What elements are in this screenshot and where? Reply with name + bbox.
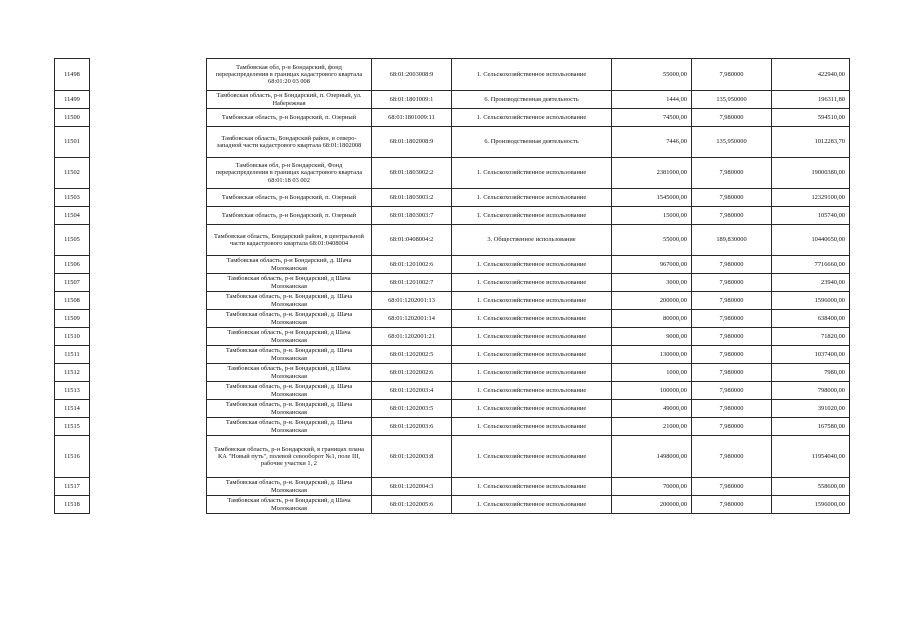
cell-record-number: 11507 [55,274,90,292]
cell-record-number: 11504 [55,207,90,225]
cell-cadastral-number: 68:01:2003008:9 [372,59,452,91]
cell-land-use: 1. Сельскохозяйственное использование [452,328,612,346]
cell-cadastral-number: 68:01:1803003:2 [372,189,452,207]
cell-area: 1498000,00 [612,436,692,478]
cell-area: 200000,00 [612,292,692,310]
cell-record-number: 11513 [55,382,90,400]
cell-unit-rate: 7,980000 [692,59,772,91]
cell-address: Тамбовская область, Бондарский район, в северо-западной части кадастрового квартала 68:01:1802008 [207,127,372,158]
cell-cadastral-number: 68:01:1801009:1 [372,91,452,109]
cell-empty [90,59,207,91]
cell-cadastral-value: 638400,00 [772,310,850,328]
cell-unit-rate: 7,980000 [692,256,772,274]
table-row [55,91,850,109]
table-row [55,310,850,328]
cell-empty [90,256,207,274]
cell-land-use: 6. Производственная деятельность [452,127,612,158]
cell-area: 55000,00 [612,59,692,91]
cell-record-number: 11505 [55,225,90,256]
cell-record-number: 11518 [55,496,90,514]
cell-land-use: 1. Сельскохозяйственное использование [452,274,612,292]
cell-empty [90,418,207,436]
cell-land-use: 1. Сельскохозяйственное использование [452,292,612,310]
cell-area: 70000,00 [612,478,692,496]
cell-cadastral-number: 68:01:1202002:6 [372,364,452,382]
cell-cadastral-number: 68:01:1801009:11 [372,109,452,127]
cell-area: 1545000,00 [612,189,692,207]
cell-unit-rate: 7,980000 [692,400,772,418]
cell-empty [90,382,207,400]
cell-unit-rate: 7,980000 [692,436,772,478]
cell-land-use: 1. Сельскохозяйственное использование [452,207,612,225]
cell-record-number: 11500 [55,109,90,127]
cell-land-use: 1. Сельскохозяйственное использование [452,189,612,207]
cell-cadastral-value: 1596000,00 [772,496,850,514]
cell-area: 15000,00 [612,207,692,225]
cell-land-use: 1. Сельскохозяйственное использование [452,382,612,400]
cell-address: Тамбовская область, р-н. Бондарский, д. Шача Молоканская [207,478,372,496]
cell-cadastral-value: 167580,00 [772,418,850,436]
cell-empty [90,109,207,127]
cell-unit-rate: 135,950000 [692,127,772,158]
table-row [55,59,850,91]
table-row [55,127,850,158]
cell-address: Тамбовская область, р-н Бондарский, п. Озерный [207,109,372,127]
cell-address: Тамбовская область, р-н. Бондарский, д. Шача Молоканская [207,292,372,310]
cell-cadastral-value: 7980,00 [772,364,850,382]
table-row [55,274,850,292]
cell-land-use: 1. Сельскохозяйственное использование [452,256,612,274]
cell-empty [90,189,207,207]
cell-land-use: 1. Сельскохозяйственное использование [452,364,612,382]
cell-cadastral-number: 68:01:1202004:3 [372,478,452,496]
cell-unit-rate: 7,980000 [692,189,772,207]
cell-record-number: 11503 [55,189,90,207]
cell-cadastral-value: 19000380,00 [772,158,850,189]
cell-cadastral-value: 105740,00 [772,207,850,225]
cell-area: 1000,00 [612,364,692,382]
cell-area: 7446,00 [612,127,692,158]
cell-address: Тамбовская область, р-н. Бондарский, д. Шача Молоканская [207,382,372,400]
cell-land-use: 1. Сельскохозяйственное использование [452,478,612,496]
cell-address: Тамбовская область, р-н Бондарский, п. Озерный [207,207,372,225]
cell-unit-rate: 7,980000 [692,109,772,127]
cell-record-number: 11498 [55,59,90,91]
cell-cadastral-value: 12329100,00 [772,189,850,207]
cell-cadastral-number: 68:01:1202003:4 [372,382,452,400]
table-body [55,59,850,514]
cell-address: Тамбовская область, р-н Бондарский, п. Озерный, ул. Набережная [207,91,372,109]
cell-cadastral-number: 68:01:0408004:2 [372,225,452,256]
cell-cadastral-value: 391020,00 [772,400,850,418]
cell-address: Тамбовская область, р-н Бондарский, д Шача Молоканская [207,274,372,292]
cell-empty [90,478,207,496]
cell-land-use: 1. Сельскохозяйственное использование [452,158,612,189]
cell-cadastral-number: 68:01:1201002:6 [372,256,452,274]
cell-cadastral-value: 1012283,70 [772,127,850,158]
cell-area: 100000,00 [612,382,692,400]
cell-record-number: 11502 [55,158,90,189]
cell-cadastral-number: 68:01:1202001:13 [372,292,452,310]
cell-land-use: 1. Сельскохозяйственное использование [452,59,612,91]
cell-record-number: 11510 [55,328,90,346]
cell-cadastral-number: 68:01:1202003:5 [372,400,452,418]
cell-cadastral-value: 23940,00 [772,274,850,292]
cell-area: 49000,00 [612,400,692,418]
cell-unit-rate: 7,980000 [692,478,772,496]
cell-area: 74500,00 [612,109,692,127]
cell-address: Тамбовская область, р-н Бондарский, д Шача Молоканская [207,328,372,346]
cell-address: Тамбовская область, Бондарский район, в центральной части кадастрового квартала 68:01:0408004 [207,225,372,256]
table-row [55,382,850,400]
cell-empty [90,91,207,109]
cell-area: 1444,00 [612,91,692,109]
cell-land-use: 6. Производственная деятельность [452,91,612,109]
cell-area: 3000,00 [612,274,692,292]
cell-empty [90,225,207,256]
cell-empty [90,400,207,418]
cell-cadastral-value: 1037400,00 [772,346,850,364]
table-row [55,225,850,256]
cell-unit-rate: 7,980000 [692,364,772,382]
cell-area: 2381000,00 [612,158,692,189]
cell-unit-rate: 7,980000 [692,207,772,225]
cell-empty [90,274,207,292]
table-row [55,478,850,496]
cell-address: Тамбовская область, р-н. Бондарский, д. Шача Молоканская [207,418,372,436]
cell-land-use: 1. Сельскохозяйственное использование [452,496,612,514]
cell-area: 55000,00 [612,225,692,256]
cell-area: 21000,00 [612,418,692,436]
cell-unit-rate: 189,830000 [692,225,772,256]
cell-unit-rate: 7,980000 [692,292,772,310]
cell-record-number: 11508 [55,292,90,310]
cell-unit-rate: 7,980000 [692,418,772,436]
cell-record-number: 11516 [55,436,90,478]
table-row [55,109,850,127]
cell-record-number: 11512 [55,364,90,382]
cell-record-number: 11506 [55,256,90,274]
cell-cadastral-value: 1596000,00 [772,292,850,310]
cadastral-value-table [54,58,850,514]
cell-empty [90,127,207,158]
table-row [55,400,850,418]
cell-cadastral-value: 196311,80 [772,91,850,109]
cell-cadastral-number: 68:01:1202002:5 [372,346,452,364]
table-row [55,207,850,225]
cell-land-use: 1. Сельскохозяйственное использование [452,436,612,478]
cell-address: Тамбовская область, р-н Бондарский, д Шача Молоканская [207,496,372,514]
cell-address: Тамбовская область, р-н Бондарский, д. Шача Молоканская [207,256,372,274]
cell-area: 9000,00 [612,328,692,346]
table-row [55,292,850,310]
cell-empty [90,292,207,310]
table-row [55,189,850,207]
cell-cadastral-number: 68:01:1803002:2 [372,158,452,189]
cell-record-number: 11514 [55,400,90,418]
cell-unit-rate: 7,980000 [692,346,772,364]
cell-cadastral-value: 10440650,00 [772,225,850,256]
cell-land-use: 1. Сельскохозяйственное использование [452,400,612,418]
cell-cadastral-number: 68:01:1201002:7 [372,274,452,292]
cell-unit-rate: 7,980000 [692,382,772,400]
cell-record-number: 11501 [55,127,90,158]
cell-cadastral-value: 422940,00 [772,59,850,91]
table-row [55,328,850,346]
cell-address: Тамбовская область, р-н. Бондарский, д. Шача Молоканская [207,310,372,328]
table-row [55,364,850,382]
cell-cadastral-number: 68:01:1202003:6 [372,418,452,436]
cell-cadastral-number: 68:01:1202003:8 [372,436,452,478]
cell-area: 80000,00 [612,310,692,328]
cell-address: Тамбовская область, р-н Бондарский, д Шача Молоканская [207,364,372,382]
cell-unit-rate: 7,980000 [692,496,772,514]
cell-cadastral-number: 68:01:1202001:14 [372,310,452,328]
cell-unit-rate: 7,980000 [692,310,772,328]
cell-address: Тамбовская область, р-н. Бондарский, д. Шача Молоканская [207,400,372,418]
cell-address: Тамбовская обл, р-н Бондарский, Фонд перераспределения в границах кадастрового квартала 68:01:18 03 002 [207,158,372,189]
cell-cadastral-value: 71820,00 [772,328,850,346]
cell-cadastral-value: 11954040,00 [772,436,850,478]
cell-empty [90,496,207,514]
table-row [55,418,850,436]
table-row [55,496,850,514]
cell-cadastral-value: 594510,00 [772,109,850,127]
cell-address: Тамбовская обл, р-н Бондарский, фонд перераспределения в границах кадастрового квартала 68:01:20 03 008 [207,59,372,91]
cell-address: Тамбовская область, р-н Бондарский, в границах плана КА "Новый путь", полевой севооборот №1, поле III, рабочие участки 1, 2 [207,436,372,478]
cell-land-use: 3. Общественное использование [452,225,612,256]
cell-cadastral-value: 7716660,00 [772,256,850,274]
cell-unit-rate: 135,950000 [692,91,772,109]
cell-record-number: 11509 [55,310,90,328]
cell-address: Тамбовская область, р-н Бондарский, п. Озерный [207,189,372,207]
cell-unit-rate: 7,980000 [692,328,772,346]
cell-empty [90,328,207,346]
cell-cadastral-number: 68:01:1202005:6 [372,496,452,514]
cell-cadastral-number: 68:01:1202001:21 [372,328,452,346]
cell-record-number: 11511 [55,346,90,364]
cell-record-number: 11517 [55,478,90,496]
cell-unit-rate: 7,980000 [692,158,772,189]
cell-land-use: 1. Сельскохозяйственное использование [452,310,612,328]
cell-cadastral-number: 68:01:1802008:9 [372,127,452,158]
cell-cadastral-value: 558600,00 [772,478,850,496]
cell-empty [90,207,207,225]
cell-land-use: 1. Сельскохозяйственное использование [452,418,612,436]
cell-empty [90,436,207,478]
table-row [55,346,850,364]
cell-empty [90,310,207,328]
cell-land-use: 1. Сельскохозяйственное использование [452,109,612,127]
cell-cadastral-number: 68:01:1803003:7 [372,207,452,225]
cell-address: Тамбовская область, р-н. Бондарский, д. Шача Молоканская [207,346,372,364]
table-row [55,158,850,189]
table-row [55,256,850,274]
cell-record-number: 11499 [55,91,90,109]
cell-land-use: 1. Сельскохозяйственное использование [452,346,612,364]
cell-record-number: 11515 [55,418,90,436]
cell-unit-rate: 7,980000 [692,274,772,292]
cell-empty [90,346,207,364]
cell-area: 967000,00 [612,256,692,274]
cell-area: 130000,00 [612,346,692,364]
cell-empty [90,364,207,382]
cell-empty [90,158,207,189]
cell-cadastral-value: 798000,00 [772,382,850,400]
table-row [55,436,850,478]
cell-area: 200000,00 [612,496,692,514]
